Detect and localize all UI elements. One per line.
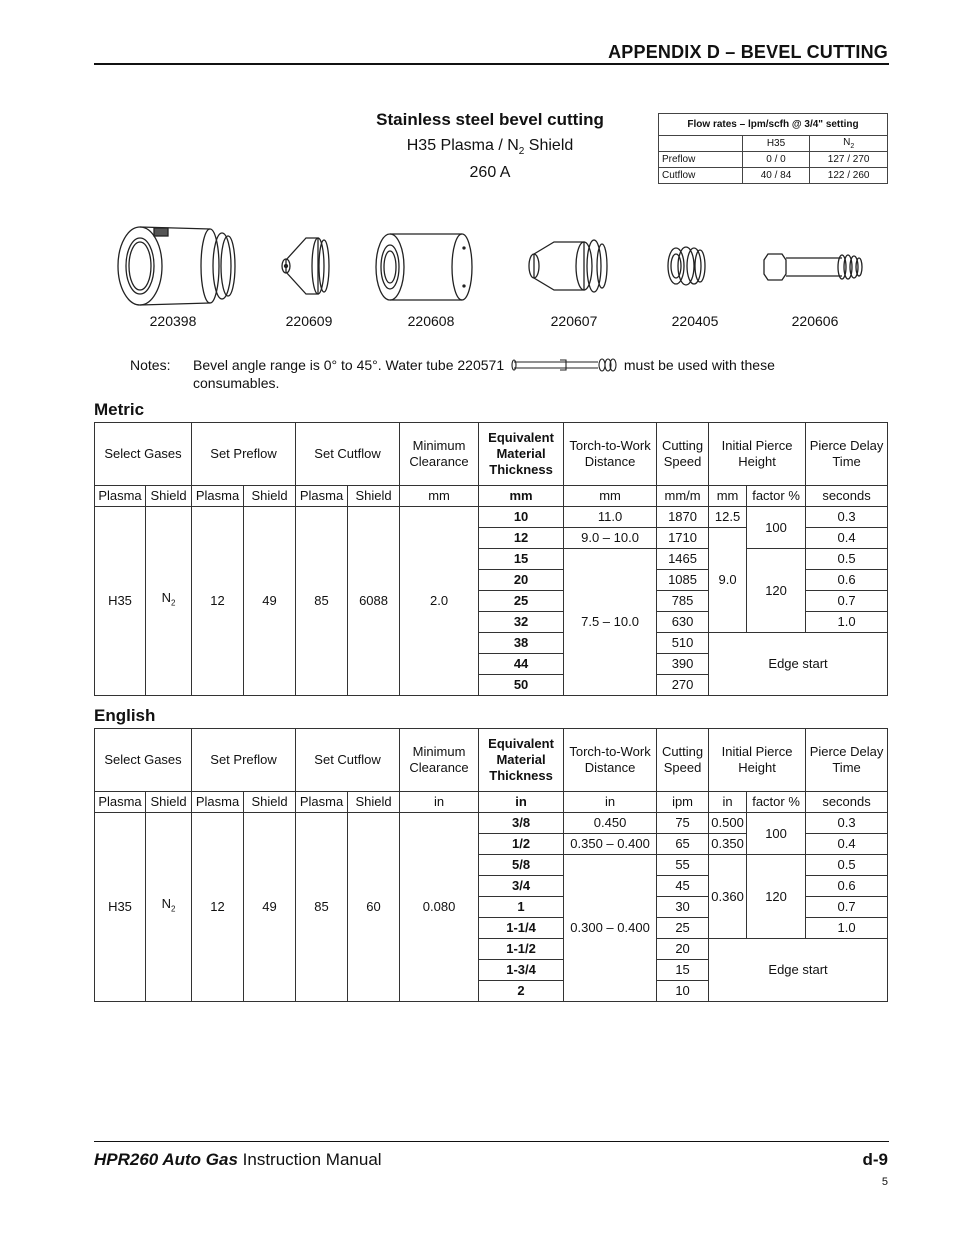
height-cell: 0.350 bbox=[709, 834, 747, 855]
cutflow-shield-cell: 60 bbox=[348, 813, 400, 1002]
thickness-cell: 12 bbox=[479, 528, 564, 549]
footer-manual-title: HPR260 Auto Gas Instruction Manual bbox=[94, 1150, 382, 1169]
col-set-preflow: Set Preflow bbox=[192, 423, 296, 486]
speed-cell: 65 bbox=[657, 834, 709, 855]
english-table bbox=[94, 728, 888, 1002]
unit-cell: mm bbox=[564, 486, 657, 507]
speed-cell: 55 bbox=[657, 855, 709, 876]
thickness-cell: 3/8 bbox=[479, 813, 564, 834]
col-torch-distance: Torch-to-Work Distance bbox=[564, 729, 657, 792]
part-number: 220405 bbox=[671, 313, 719, 329]
factor-cell: 100 bbox=[747, 813, 806, 855]
thickness-cell: 1/2 bbox=[479, 834, 564, 855]
flow-col-n2: $N_2$ bbox=[810, 136, 888, 152]
notes-text: Bevel angle range is 0° to 45°. Water tube 220571 must be used with these consumables. bbox=[193, 357, 775, 391]
cutflow-shield-cell: 6088 bbox=[348, 507, 400, 696]
thickness-cell: 44 bbox=[479, 654, 564, 675]
part-number: 220606 bbox=[791, 313, 839, 329]
footer-page-id: d-9 bbox=[862, 1150, 888, 1169]
col-min-clearance: Minimum Clearance bbox=[400, 423, 479, 486]
gas-combination: H35 Plasma / $N_2$ Shield bbox=[406, 137, 574, 158]
delay-cell: 0.6 bbox=[806, 876, 888, 897]
metric-table bbox=[94, 422, 888, 696]
height-cell: 12.5 bbox=[709, 507, 747, 528]
speed-cell: 1710 bbox=[657, 528, 709, 549]
process-title-block bbox=[340, 110, 640, 182]
nozzle-220607-image bbox=[524, 236, 608, 296]
preflow-plasma-cell: 12 bbox=[192, 507, 244, 696]
unit-cell: mm bbox=[479, 486, 564, 507]
col-set-preflow: Set Preflow bbox=[192, 729, 296, 792]
electrode-220606-image bbox=[760, 250, 864, 284]
speed-cell: 785 bbox=[657, 591, 709, 612]
footer-rule bbox=[94, 1141, 889, 1142]
col-torch-distance: Torch-to-Work Distance bbox=[564, 423, 657, 486]
distance-cell: 0.450 bbox=[564, 813, 657, 834]
unit-cell: Shield bbox=[244, 792, 296, 813]
speed-cell: 15 bbox=[657, 960, 709, 981]
unit-cell: seconds bbox=[806, 486, 888, 507]
cutflow-plasma-cell: 85 bbox=[296, 813, 348, 1002]
factor-cell: 120 bbox=[747, 855, 806, 939]
flow-rates-title: Flow rates – lpm/scfh @ 3/4" setting bbox=[659, 114, 888, 136]
thickness-cell: 5/8 bbox=[479, 855, 564, 876]
part-number: 220609 bbox=[285, 313, 333, 329]
delay-cell: 0.3 bbox=[806, 813, 888, 834]
height-cell: 9.0 bbox=[709, 528, 747, 633]
col-cutting-speed: Cutting Speed bbox=[657, 423, 709, 486]
unit-cell: Plasma bbox=[95, 792, 146, 813]
flow-col-h35: H35 bbox=[742, 136, 810, 152]
delay-cell: 0.4 bbox=[806, 528, 888, 549]
unit-cell: seconds bbox=[806, 792, 888, 813]
speed-cell: 390 bbox=[657, 654, 709, 675]
nozzle-220608-image bbox=[372, 230, 478, 304]
thickness-cell: 10 bbox=[479, 507, 564, 528]
unit-cell: Plasma bbox=[296, 792, 348, 813]
unit-cell: ipm bbox=[657, 792, 709, 813]
unit-cell: factor % bbox=[747, 486, 806, 507]
delay-cell: 0.6 bbox=[806, 570, 888, 591]
unit-cell: Plasma bbox=[95, 486, 146, 507]
unit-cell: Shield bbox=[244, 486, 296, 507]
amperage: 260 A bbox=[469, 164, 511, 182]
thickness-cell: 15 bbox=[479, 549, 564, 570]
speed-cell: 1085 bbox=[657, 570, 709, 591]
english-section-label: English bbox=[94, 706, 156, 725]
height-cell: 0.500 bbox=[709, 813, 747, 834]
edge-start-cell: Edge start bbox=[709, 633, 888, 696]
col-select-gases: Select Gases bbox=[95, 729, 192, 792]
unit-cell: Plasma bbox=[192, 486, 244, 507]
flow-cell: 122 / 260 bbox=[810, 168, 888, 184]
flow-corner bbox=[659, 136, 743, 152]
water-tube-icon bbox=[510, 358, 618, 372]
flow-row-label: Cutflow bbox=[659, 168, 743, 184]
unit-cell: in bbox=[479, 792, 564, 813]
distance-cell: 7.5 – 10.0 bbox=[564, 549, 657, 696]
distance-cell: 0.300 – 0.400 bbox=[564, 855, 657, 1002]
plasma-gas-cell: H35 bbox=[95, 813, 146, 1002]
thickness-cell: 38 bbox=[479, 633, 564, 654]
col-pierce-delay: Pierce Delay Time bbox=[806, 729, 888, 792]
thickness-cell: 20 bbox=[479, 570, 564, 591]
nozzle-220609-image bbox=[278, 234, 333, 298]
thickness-cell: 1-1/2 bbox=[479, 939, 564, 960]
col-pierce-height: Initial Pierce Height bbox=[709, 423, 806, 486]
cutflow-plasma-cell: 85 bbox=[296, 507, 348, 696]
speed-cell: 45 bbox=[657, 876, 709, 897]
delay-cell: 1.0 bbox=[806, 612, 888, 633]
thickness-cell: 50 bbox=[479, 675, 564, 696]
thickness-cell: 1-1/4 bbox=[479, 918, 564, 939]
flow-cell: 0 / 0 bbox=[742, 152, 810, 168]
col-pierce-height: Initial Pierce Height bbox=[709, 729, 806, 792]
factor-cell: 120 bbox=[747, 549, 806, 633]
unit-cell: in bbox=[400, 792, 479, 813]
unit-cell: Shield bbox=[146, 792, 192, 813]
col-set-cutflow: Set Cutflow bbox=[296, 423, 400, 486]
thickness-cell: 32 bbox=[479, 612, 564, 633]
shield-gas-cell: $N_2$ bbox=[146, 507, 192, 696]
delay-cell: 0.3 bbox=[806, 507, 888, 528]
col-cutting-speed: Cutting Speed bbox=[657, 729, 709, 792]
unit-cell: Shield bbox=[348, 792, 400, 813]
thickness-cell: 1-3/4 bbox=[479, 960, 564, 981]
speed-cell: 30 bbox=[657, 897, 709, 918]
distance-cell: 0.350 – 0.400 bbox=[564, 834, 657, 855]
speed-cell: 630 bbox=[657, 612, 709, 633]
unit-cell: mm bbox=[400, 486, 479, 507]
page-header-title: APPENDIX D – BEVEL CUTTING bbox=[608, 42, 888, 62]
preflow-shield-cell: 49 bbox=[244, 507, 296, 696]
speed-cell: 270 bbox=[657, 675, 709, 696]
unit-cell: mm/m bbox=[657, 486, 709, 507]
thickness-cell: 2 bbox=[479, 981, 564, 1002]
part-number: 220608 bbox=[407, 313, 455, 329]
preflow-shield-cell: 49 bbox=[244, 813, 296, 1002]
process-title: Stainless steel bevel cutting bbox=[376, 110, 604, 129]
col-set-cutflow: Set Cutflow bbox=[296, 729, 400, 792]
unit-cell: mm bbox=[709, 486, 747, 507]
delay-cell: 0.5 bbox=[806, 855, 888, 876]
delay-cell: 0.7 bbox=[806, 897, 888, 918]
speed-cell: 20 bbox=[657, 939, 709, 960]
part-number: 220607 bbox=[550, 313, 598, 329]
delay-cell: 0.7 bbox=[806, 591, 888, 612]
shield-220398-image bbox=[110, 222, 240, 310]
flow-row-label: Preflow bbox=[659, 152, 743, 168]
unit-cell: Plasma bbox=[296, 486, 348, 507]
edge-start-cell: Edge start bbox=[709, 939, 888, 1002]
unit-cell: Shield bbox=[146, 486, 192, 507]
speed-cell: 75 bbox=[657, 813, 709, 834]
col-equiv-thickness: Equivalent Material Thickness bbox=[479, 423, 564, 486]
notes-label: Notes: bbox=[130, 357, 171, 373]
speed-cell: 1870 bbox=[657, 507, 709, 528]
unit-cell: Shield bbox=[348, 486, 400, 507]
unit-cell: factor % bbox=[747, 792, 806, 813]
clearance-cell: 0.080 bbox=[400, 813, 479, 1002]
col-pierce-delay: Pierce Delay Time bbox=[806, 423, 888, 486]
flow-rates-table bbox=[658, 113, 888, 184]
swirl-ring-220405-image bbox=[664, 244, 708, 288]
speed-cell: 10 bbox=[657, 981, 709, 1002]
shield-gas-cell: $N_2$ bbox=[146, 813, 192, 1002]
thickness-cell: 25 bbox=[479, 591, 564, 612]
thickness-cell: 3/4 bbox=[479, 876, 564, 897]
speed-cell: 510 bbox=[657, 633, 709, 654]
footer-page-number: 5 bbox=[881, 1176, 888, 1188]
distance-cell: 9.0 – 10.0 bbox=[564, 528, 657, 549]
speed-cell: 1465 bbox=[657, 549, 709, 570]
delay-cell: 0.4 bbox=[806, 834, 888, 855]
flow-cell: 40 / 84 bbox=[742, 168, 810, 184]
clearance-cell: 2.0 bbox=[400, 507, 479, 696]
unit-cell: in bbox=[709, 792, 747, 813]
delay-cell: 0.5 bbox=[806, 549, 888, 570]
col-min-clearance: Minimum Clearance bbox=[400, 729, 479, 792]
speed-cell: 25 bbox=[657, 918, 709, 939]
unit-cell: Plasma bbox=[192, 792, 244, 813]
part-number: 220398 bbox=[149, 313, 197, 329]
height-cell: 0.360 bbox=[709, 855, 747, 939]
delay-cell: 1.0 bbox=[806, 918, 888, 939]
flow-cell: 127 / 270 bbox=[810, 152, 888, 168]
distance-cell: 11.0 bbox=[564, 507, 657, 528]
plasma-gas-cell: H35 bbox=[95, 507, 146, 696]
col-select-gases: Select Gases bbox=[95, 423, 192, 486]
header-rule bbox=[94, 63, 889, 65]
preflow-plasma-cell: 12 bbox=[192, 813, 244, 1002]
factor-cell: 100 bbox=[747, 507, 806, 549]
unit-cell: in bbox=[564, 792, 657, 813]
thickness-cell: 1 bbox=[479, 897, 564, 918]
col-equiv-thickness: Equivalent Material Thickness bbox=[479, 729, 564, 792]
metric-section-label: Metric bbox=[94, 400, 145, 419]
